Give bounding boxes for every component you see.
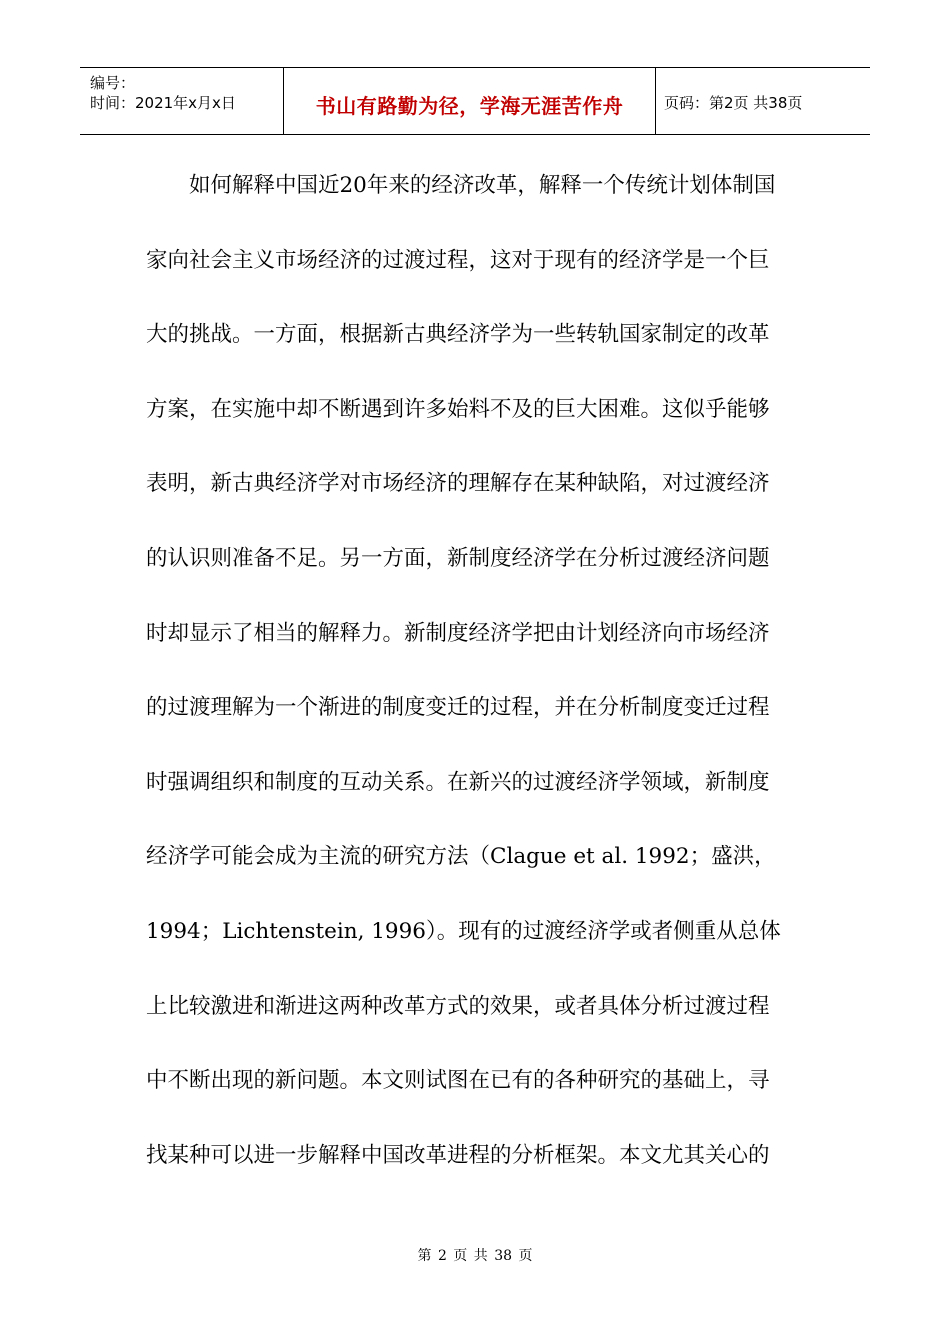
page-footer: 第 2 页 共 38 页 — [417, 1248, 533, 1264]
body-line: 如何解释中国近20年来的经济改革，解释一个传统计划体制国 — [189, 173, 776, 198]
body-line: 中不断出现的新问题。本文则试图在已有的各种研究的基础上，寻 — [146, 1068, 770, 1094]
document-time-label: 时间：2021年x月x日 — [90, 94, 236, 112]
document-number-label: 编号： — [90, 74, 136, 92]
header-motto: 书山有路勤为径，学海无涯苦作舟 — [315, 94, 624, 118]
page-header — [80, 67, 870, 135]
body-line: 的过渡理解为一个渐进的制度变迁的过程，并在分析制度变迁过程 — [146, 695, 770, 721]
body-line: 1994；Lichtenstein, 1996）。现有的过渡经济学或者侧重从总体 — [146, 918, 781, 944]
header-motto-cell — [284, 68, 656, 134]
body-line: 时强调组织和制度的互动关系。在新兴的过渡经济学领域，新制度 — [146, 769, 770, 795]
header-info-cell — [80, 68, 284, 134]
body-paragraph — [146, 160, 811, 1204]
body-line: 表明，新古典经济学对市场经济的理解存在某种缺陷，对过渡经济 — [146, 471, 770, 497]
header-page-cell — [656, 68, 870, 134]
body-line: 方案，在实施中却不断遇到许多始料不及的巨大困难。这似乎能够 — [146, 396, 770, 422]
body-line: 大的挑战。一方面，根据新古典经济学为一些转轨国家制定的改革 — [146, 322, 770, 348]
body-line: 经济学可能会成为主流的研究方法（Clague et al. 1992；盛洪， — [146, 844, 776, 870]
header-page-info: 页码：第2页 共38页 — [664, 94, 803, 112]
body-line: 上比较激进和渐进这两种改革方式的效果，或者具体分析过渡过程 — [146, 993, 770, 1019]
body-line: 时却显示了相当的解释力。新制度经济学把由计划经济向市场经济 — [146, 620, 770, 646]
body-line: 家向社会主义市场经济的过渡过程，这对于现有的经济学是一个巨 — [146, 247, 770, 273]
body-line: 找某种可以进一步解释中国改革进程的分析框架。本文尤其关心的 — [146, 1142, 770, 1168]
body-line: 的认识则准备不足。另一方面，新制度经济学在分析过渡经济问题 — [146, 545, 770, 571]
